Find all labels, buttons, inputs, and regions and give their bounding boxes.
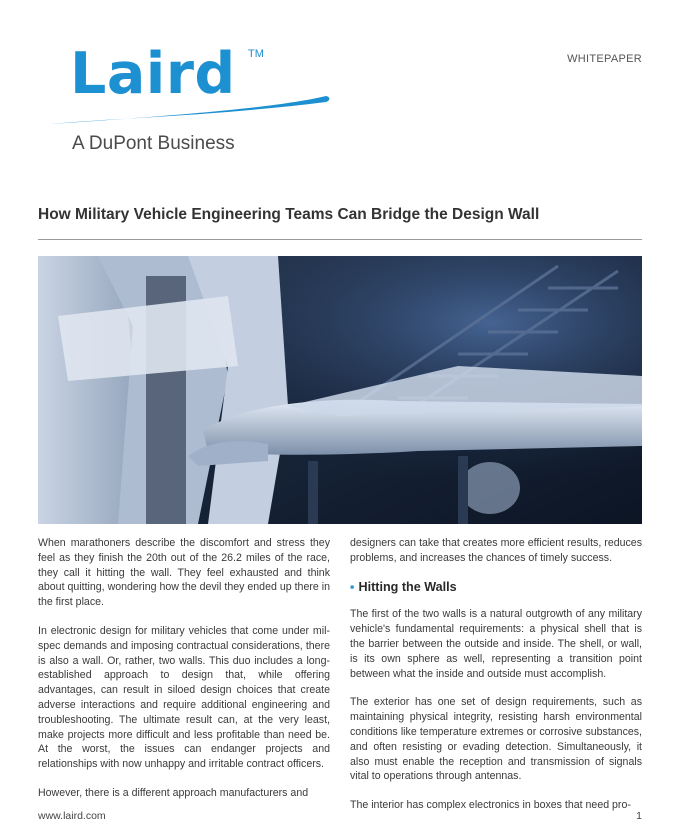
paragraph: The exterior has one set of design requirements, such as maintaining physical integrity, resisting harsh environmental conditions like temperature extremes or corrosive substances, and often resisting or evading detection. Simultaneously, it also must enable the reception and transmission of signals vital to operations through antennas. (350, 696, 642, 783)
section-heading-text: Hitting the Walls (358, 579, 457, 594)
logo-wordmark: Laird (70, 41, 236, 107)
photo-engineers-aircraft-model-icon (38, 256, 642, 524)
hero-image (38, 256, 642, 524)
paragraph: The interior has complex electronics in boxes that need pro- (350, 799, 631, 812)
logo-tagline: A DuPont Business (72, 133, 235, 154)
logo-swoosh-icon (44, 80, 334, 130)
paragraph: In electronic design for military vehicles that come under mil-spec demands and imposing contractual considerations, there is also a wall. Or, rather, two walls. This duo includes a long-established approach to design that, while offering advantages, can result in siloed design choices that create adverse interactions and require additional engineering and troubleshooting. The ultimate result can, at the very least, make projects more difficult and less profitable than need be. At the worst, the issues can endanger projects and relationships with now unhappy and irritable contract officers. (38, 624, 330, 771)
document-type-label: WHITEPAPER (567, 53, 642, 65)
paragraph: The first of the two walls is a natural outgrowth of any military vehicle's fundamental requirements: a physical shell that is the barrier between the outside and inside. The shell, or wall, is its own sphere as well, representing a transition point between what the inside and outside must accomplish. (350, 608, 642, 680)
paragraph: When marathoners describe the discomfort and stress they feel as they finish the 20th out of the 26.2 miles of the race, they call it hitting the wall. They feel exhausted and think about quitting, wondering how the devil they ended up there in the first place. (38, 537, 330, 609)
title-divider (38, 239, 642, 240)
footer-url-link[interactable]: www.laird.com (38, 810, 106, 822)
body-column-left (38, 536, 330, 815)
section-heading (350, 580, 642, 595)
page-number: 1 (636, 810, 642, 822)
paragraph: However, there is a different approach manufacturers and (38, 786, 309, 799)
paragraph: designers can take that creates more efficient results, reduces problems, and increases the chances of timely success. (350, 537, 642, 564)
laird-logo[interactable] (44, 40, 344, 160)
logo-trademark: TM (248, 48, 264, 60)
heading-bullet-icon: ▪ (350, 579, 355, 594)
document-title: How Military Vehicle Engineering Teams Can Bridge the Design Wall (38, 206, 540, 223)
body-column-right (350, 536, 642, 827)
